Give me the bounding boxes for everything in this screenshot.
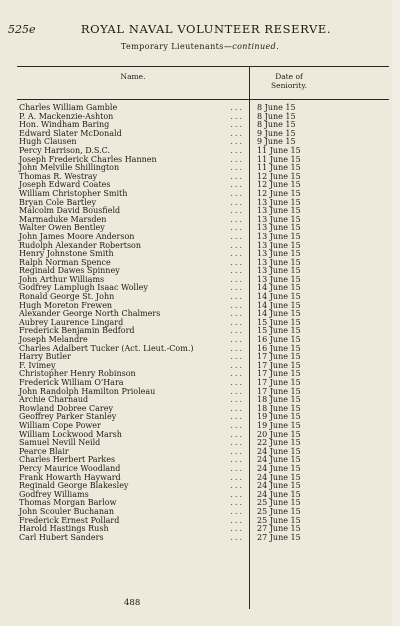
seniority-date: 16 June 15 [257, 335, 301, 345]
officer-name: John James Moore Anderson [19, 231, 135, 241]
table-row [17, 439, 389, 448]
officer-name: Samuel Nevill Neild [19, 438, 101, 448]
column-header-date-line2: Seniority. [271, 81, 307, 90]
seniority-date: 18 June 15 [257, 403, 301, 413]
seniority-date: 24 June 15 [257, 472, 301, 482]
seniority-date: 13 June 15 [257, 197, 301, 207]
leader-dots: ... [230, 498, 244, 508]
officer-name: Frederick William O'Hara [19, 378, 124, 387]
seniority-date: 19 June 15 [257, 412, 301, 422]
leader-dots: ... [230, 395, 244, 405]
seniority-date: 25 June 15 [257, 498, 301, 508]
officer-name: Malcolm David Bousfield [19, 206, 121, 216]
running-title: ROYAL NAVAL VOLUNTEER RESERVE. [80, 22, 332, 36]
table-row [17, 534, 389, 543]
seniority-date: 8 June 15 [257, 111, 296, 121]
leader-dots: ... [230, 309, 244, 319]
officer-name: Hon. Windham Baring [19, 120, 110, 130]
folio-number: 488 [124, 598, 141, 608]
leader-dots: ... [230, 257, 244, 267]
leader-dots: ... [230, 455, 244, 465]
officer-name: John Randolph Hamilton Prioleau [19, 386, 156, 396]
seniority-date: 8 June 15 [257, 103, 296, 112]
officer-name: John Scouler Buchanan [19, 506, 114, 516]
officer-name: Harold Hastings Rush [19, 524, 109, 534]
officer-name: F. Ivimey [19, 360, 56, 370]
officer-name: Aubrey Laurence Lingard [19, 317, 124, 327]
leader-dots: ... [230, 403, 244, 413]
officer-name: Charles Herbert Parkes [19, 455, 116, 465]
seniority-date: 12 June 15 [257, 188, 301, 198]
officer-name: Frank Howarth Hayward [19, 472, 121, 482]
officer-name: John Melville Shillington [19, 163, 120, 173]
officer-name: Rudolph Alexander Robertson [19, 240, 142, 250]
seniority-date: 13 June 15 [257, 249, 301, 259]
officer-name: Joseph Melandre [19, 335, 88, 345]
seniority-date: 11 June 15 [257, 145, 301, 155]
officer-name: Edward Slater McDonald [19, 128, 122, 138]
seniority-date: 13 June 15 [257, 214, 301, 224]
officer-name: Thomas R. Westray [19, 171, 98, 181]
officer-name: Joseph Frederick Charles Hannen [19, 154, 157, 164]
leader-dots: ... [230, 231, 244, 241]
seniority-date: 27 June 15 [257, 524, 301, 534]
officer-name: Frederick Ernest Pollard [19, 515, 120, 525]
leader-dots: ... [230, 274, 244, 284]
seniority-date: 24 June 15 [257, 446, 301, 456]
leader-dots: ... [230, 412, 244, 422]
officer-name: William Lockwood Marsh [19, 429, 122, 439]
leader-dots: ... [230, 343, 244, 353]
seniority-date: 13 June 15 [257, 240, 301, 250]
leader-dots: ... [230, 223, 244, 233]
leader-dots: ... [230, 524, 244, 534]
section-title-text: Temporary Lieutenants [120, 42, 224, 51]
officer-name: Percy Maurice Woodland [19, 463, 121, 473]
seniority-date: 15 June 15 [257, 326, 301, 336]
leader-dots: ... [230, 163, 244, 173]
leader-dots: ... [230, 429, 244, 439]
officer-name: Christopher Henry Robinson [19, 369, 136, 379]
leader-dots: ... [230, 249, 244, 259]
leader-dots: ... [230, 103, 244, 112]
seniority-date: 25 June 15 [257, 506, 301, 516]
seniority-date: 24 June 15 [257, 455, 301, 465]
seniority-date: 13 June 15 [257, 274, 301, 284]
table-top-rule [17, 66, 389, 67]
officer-name: William Cope Power [19, 420, 101, 430]
officer-name: Joseph Edward Coates [19, 180, 111, 190]
seniority-date: 17 June 15 [257, 352, 301, 362]
officer-name: Thomas Morgan Barlow [19, 498, 117, 508]
seniority-date: 14 June 15 [257, 292, 301, 302]
leader-dots: ... [230, 240, 244, 250]
leader-dots: ... [230, 360, 244, 370]
leader-dots: ... [230, 463, 244, 473]
officer-name: P. A. Mackenzie-Ashton [19, 111, 114, 121]
leader-dots: ... [230, 292, 244, 302]
leader-dots: ... [230, 326, 244, 336]
officer-name: Walter Owen Bentley [19, 223, 105, 233]
leader-dots: ... [230, 515, 244, 525]
seniority-table [17, 57, 389, 609]
officer-name: Harry Butler [19, 352, 71, 362]
leader-dots: ... [230, 283, 244, 293]
column-header-date-line1: Date of [275, 72, 303, 81]
leader-dots: ... [230, 489, 244, 499]
officer-name: Charles Adalbert Tucker (Act. Lieut.-Com.) [19, 343, 194, 353]
page-header [8, 22, 390, 36]
seniority-date: 27 June 15 [257, 532, 301, 542]
seniority-date: 14 June 15 [257, 300, 301, 310]
officer-name: Hugh Clausen [19, 137, 77, 147]
column-header-name: Name. [120, 72, 146, 81]
section-continued: —continued. [223, 42, 280, 51]
leader-dots: ... [230, 438, 244, 448]
leader-dots: ... [230, 352, 244, 362]
officer-name: Hugh Moreton Frewen [19, 300, 113, 310]
leader-dots: ... [230, 446, 244, 456]
leader-dots: ... [230, 317, 244, 327]
leader-dots: ... [230, 369, 244, 379]
leader-dots: ... [230, 481, 244, 491]
seniority-date: 17 June 15 [257, 369, 301, 379]
leader-dots: ... [230, 214, 244, 224]
seniority-date: 24 June 15 [257, 489, 301, 499]
seniority-date: 9 June 15 [257, 128, 296, 138]
leader-dots: ... [230, 137, 244, 147]
leader-dots: ... [230, 206, 244, 216]
table-row [17, 353, 389, 362]
leader-dots: ... [230, 472, 244, 482]
officer-name: Rowland Dobree Carey [19, 403, 113, 413]
seniority-date: 13 June 15 [257, 206, 301, 216]
leader-dots: ... [230, 154, 244, 164]
seniority-date: 16 June 15 [257, 343, 301, 353]
leader-dots: ... [230, 378, 244, 387]
leader-dots: ... [230, 266, 244, 276]
officer-name: Charles William Gamble [19, 103, 118, 112]
seniority-date: 13 June 15 [257, 223, 301, 233]
seniority-date: 13 June 15 [257, 257, 301, 267]
leader-dots: ... [230, 420, 244, 430]
officer-name: Reginald Dawes Spinney [19, 266, 120, 276]
seniority-date: 11 June 15 [257, 163, 301, 173]
officer-name: Frederick Benjamin Bedford [19, 326, 135, 336]
leader-dots: ... [230, 128, 244, 138]
officer-name: Ronald George St. John [19, 292, 115, 302]
officer-name: Geoffrey Parker Stanley [19, 412, 117, 422]
leader-dots: ... [230, 145, 244, 155]
seniority-date: 15 June 15 [257, 317, 301, 327]
officer-name: Reginald George Blakesley [19, 481, 129, 491]
seniority-date: 22 June 15 [257, 438, 301, 448]
seniority-date: 24 June 15 [257, 481, 301, 491]
leader-dots: ... [230, 506, 244, 516]
page-number: 525e [8, 23, 36, 36]
leader-dots: ... [230, 180, 244, 190]
seniority-date: 14 June 15 [257, 283, 301, 293]
table-row [17, 345, 389, 354]
seniority-date: 12 June 15 [257, 171, 301, 181]
officer-name: Marmaduke Marsden [19, 214, 107, 224]
officer-name: Pearce Blair [19, 446, 69, 456]
seniority-date: 14 June 15 [257, 309, 301, 319]
officer-name: Ralph Norman Spence [19, 257, 111, 267]
officer-name: Godfrey Lamplugh Isaac Wolley [19, 283, 148, 293]
leader-dots: ... [230, 335, 244, 345]
section-title [0, 42, 400, 51]
seniority-date: 12 June 15 [257, 180, 301, 190]
seniority-date: 20 June 15 [257, 429, 301, 439]
officer-name: John Arthur Williams [19, 274, 105, 284]
page-edge [392, 0, 400, 626]
table-header-rule [17, 99, 389, 100]
seniority-date: 8 June 15 [257, 120, 296, 130]
seniority-date: 13 June 15 [257, 266, 301, 276]
officer-name: Godfrey Williams [19, 489, 89, 499]
leader-dots: ... [230, 111, 244, 121]
officer-name: Archie Charnaud [19, 395, 89, 405]
leader-dots: ... [230, 386, 244, 396]
officer-name: Carl Hubert Sanders [19, 532, 104, 542]
officer-name: Henry Johnstone Smith [19, 249, 114, 259]
seniority-date: 17 June 15 [257, 378, 301, 387]
seniority-date: 19 June 15 [257, 420, 301, 430]
officer-name: Percy Harrison, D.S.C. [19, 145, 111, 155]
leader-dots: ... [230, 171, 244, 181]
seniority-date: 24 June 15 [257, 463, 301, 473]
table-body [17, 104, 389, 542]
leader-dots: ... [230, 197, 244, 207]
leader-dots: ... [230, 120, 244, 130]
seniority-date: 13 June 15 [257, 231, 301, 241]
leader-dots: ... [230, 532, 244, 542]
officer-name: William Christopher Smith [19, 188, 128, 198]
seniority-date: 25 June 15 [257, 515, 301, 525]
seniority-date: 17 June 15 [257, 360, 301, 370]
leader-dots: ... [230, 300, 244, 310]
column-header-date [249, 72, 329, 90]
seniority-date: 11 June 15 [257, 154, 301, 164]
seniority-date: 17 June 15 [257, 386, 301, 396]
seniority-date: 18 June 15 [257, 395, 301, 405]
officer-name: Alexander George North Chalmers [19, 309, 161, 319]
seniority-date: 9 June 15 [257, 137, 296, 147]
leader-dots: ... [230, 188, 244, 198]
officer-name: Bryan Cole Bartley [19, 197, 96, 207]
